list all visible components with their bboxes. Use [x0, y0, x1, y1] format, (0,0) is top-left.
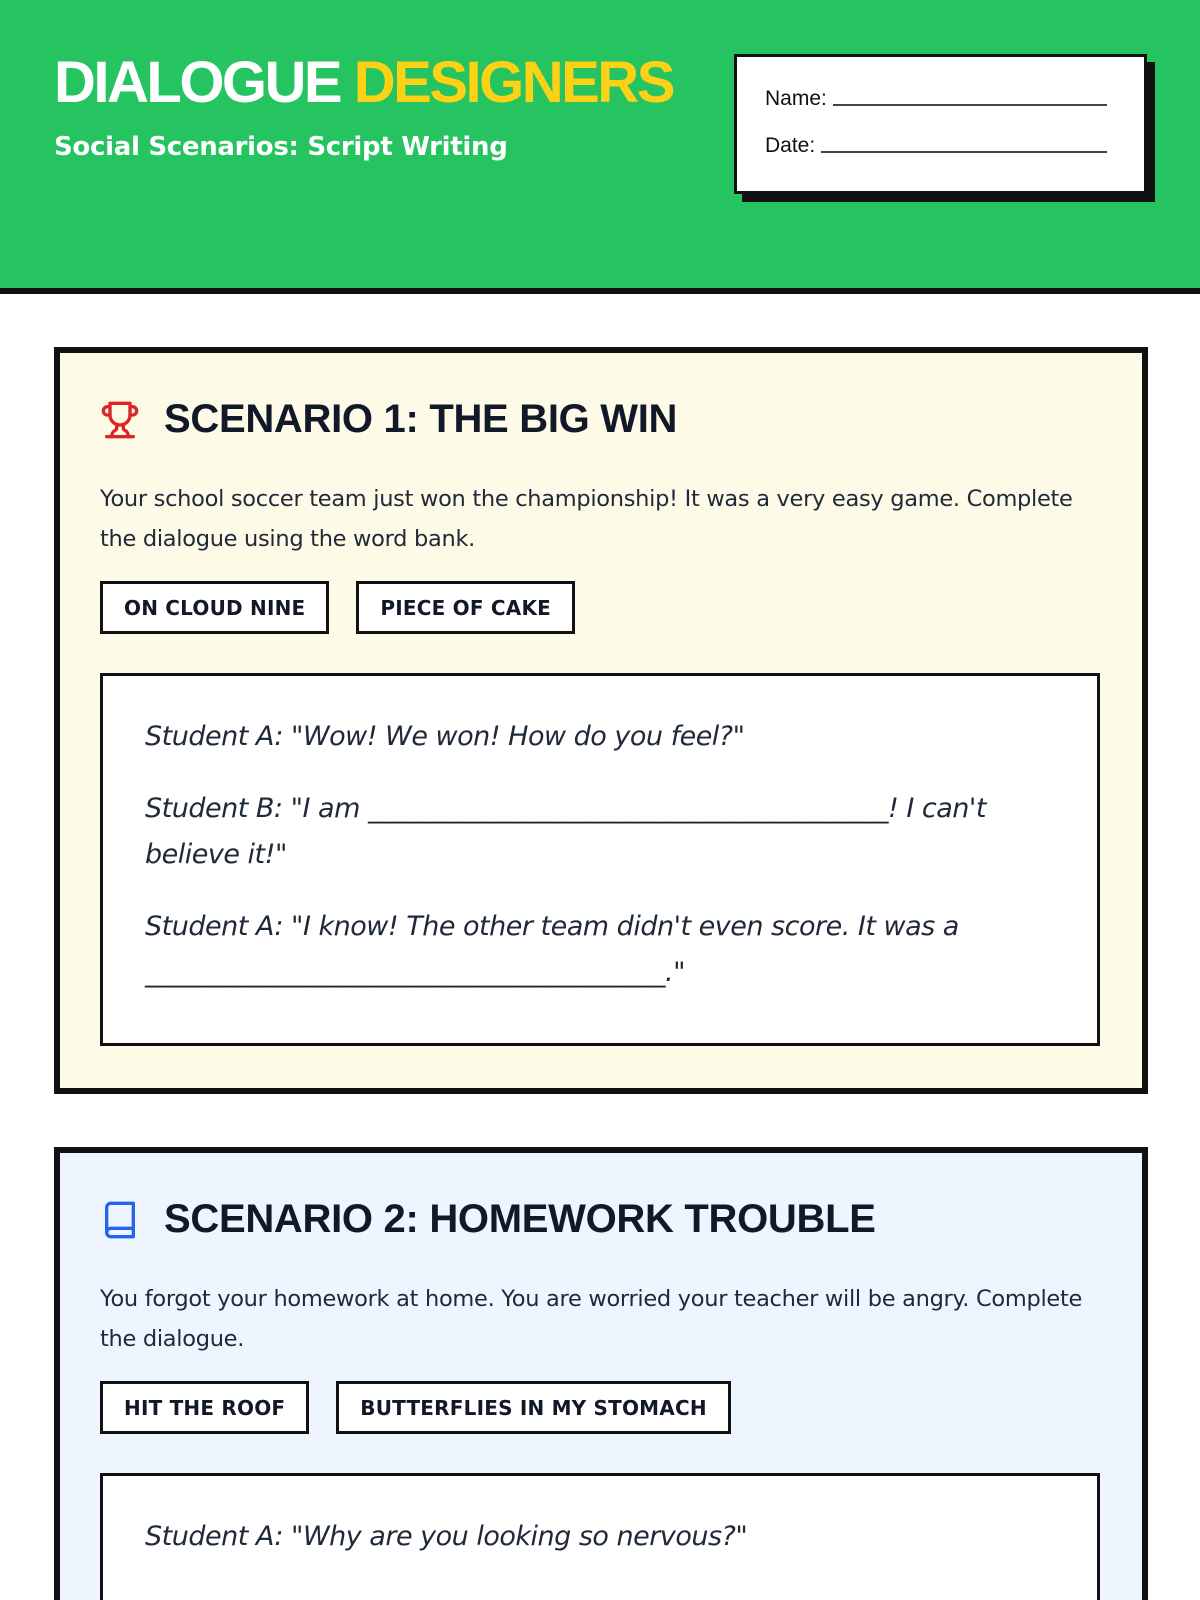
- dialogue-line[interactable]: Student B: "I am ________________________________________! I can't believe it!": [145, 793, 986, 870]
- scenario-2-dialogue-box: [100, 1473, 1100, 1600]
- scenario-2-description: You forgot your homework at home. You are worried your teacher will be angry. Complete the dialogue.: [100, 1286, 1083, 1352]
- name-blank-line[interactable]: [833, 104, 1107, 106]
- scenario-1-header: [100, 397, 677, 442]
- scenario-2-header: [100, 1197, 876, 1242]
- scenario-card-1: [54, 347, 1148, 1094]
- title-part-designers: DESIGNERS: [353, 50, 673, 115]
- dialogue-line[interactable]: Student A: "I know! The other team didn't even score. It was a ________________________________________.": [145, 911, 959, 988]
- worksheet-title: [54, 50, 673, 116]
- scenario-1-description: Your school soccer team just won the championship! It was a very easy game. Complete the dialogue using the word bank.: [100, 486, 1073, 552]
- word-bank-chip: BUTTERFLIES IN MY STOMACH: [336, 1381, 731, 1434]
- word-bank-chip: HIT THE ROOF: [100, 1381, 309, 1434]
- scenario-2-title: SCENARIO 2: HOMEWORK TROUBLE: [164, 1197, 876, 1241]
- scenario-1-title: SCENARIO 1: THE BIG WIN: [164, 397, 678, 441]
- scenario-1-word-bank: [100, 581, 602, 634]
- date-blank-line[interactable]: [821, 151, 1107, 153]
- name-field[interactable]: [765, 87, 1107, 111]
- book-icon: [100, 1200, 140, 1240]
- scenario-2-word-bank: [100, 1381, 758, 1434]
- date-field[interactable]: [765, 134, 1107, 158]
- dialogue-line[interactable]: Student A: "Why are you looking so nervous?": [145, 1521, 748, 1552]
- worksheet-subtitle: Social Scenarios: Script Writing: [54, 132, 508, 162]
- date-label: Date:: [765, 134, 816, 157]
- scenario-1-dialogue-box: [100, 673, 1100, 1046]
- word-bank-chip: ON CLOUD NINE: [100, 581, 329, 634]
- name-date-box: [734, 54, 1147, 194]
- trophy-icon: [100, 400, 140, 440]
- title-part-dialogue: DIALOGUE: [54, 50, 341, 115]
- word-bank-chip: PIECE OF CAKE: [356, 581, 575, 634]
- name-label: Name:: [765, 87, 827, 110]
- header-banner: [0, 0, 1200, 294]
- scenario-card-2: [54, 1147, 1148, 1600]
- dialogue-line[interactable]: Student A: "Wow! We won! How do you feel?": [145, 721, 745, 752]
